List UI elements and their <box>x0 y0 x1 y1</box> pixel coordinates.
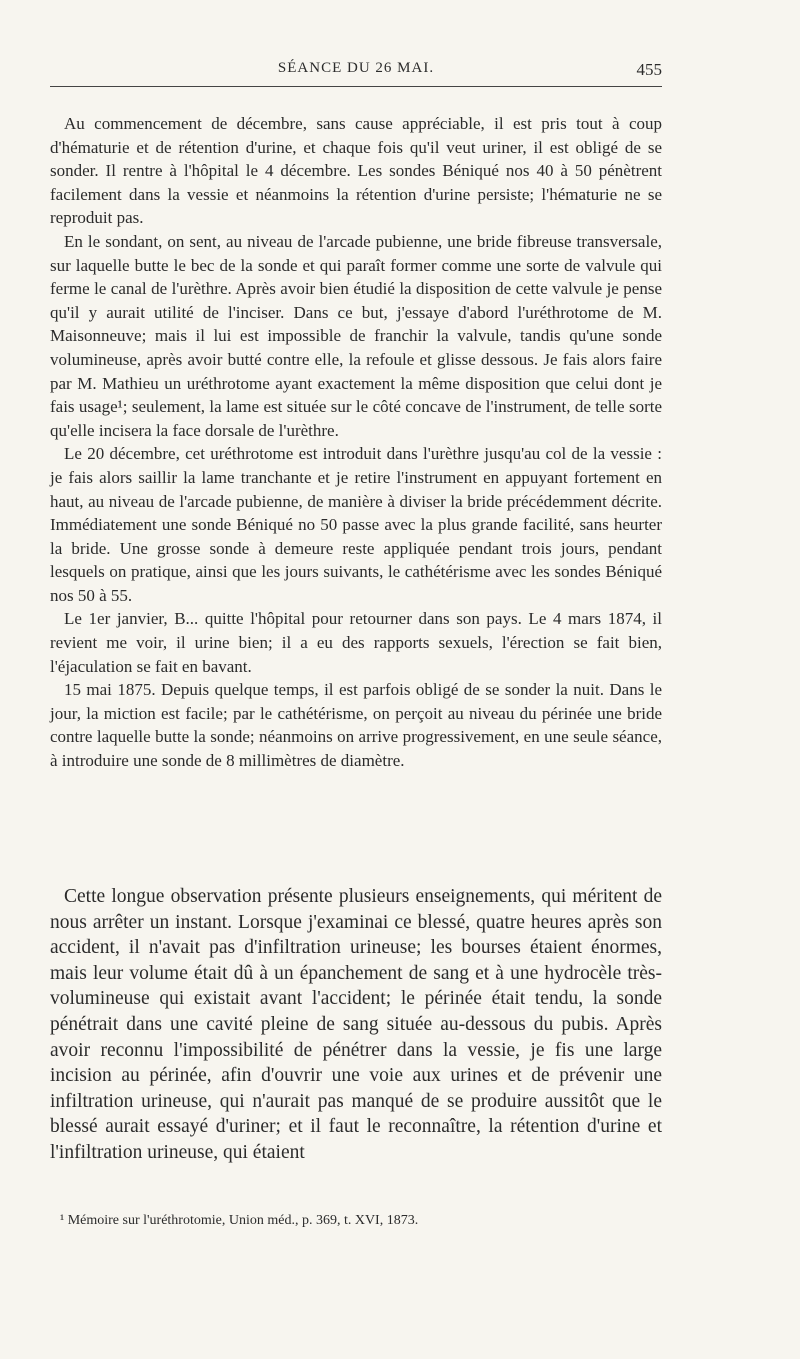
discussion-text <box>50 884 662 1166</box>
page-number: 455 <box>636 60 662 79</box>
page-header <box>50 60 662 87</box>
footnote-text: ¹ Mémoire sur l'uréthrotomie, Union méd., p. 369, t. XVI, 1873. <box>60 1213 419 1228</box>
paragraph: Le 20 décembre, cet uréthrotome est introduit dans l'urèthre jusqu'au col de la vessie : je fais alors saillir la lame tranchante et je retire l'instrument en appuyant fortement en haut, au niveau de l'arcade pubienne, de manière à diviser la bride précédemment décrite. Immédiatement une sonde Béniqué no 50 passe avec la plus grande facilité, sans heurter la bride. Une grosse sonde à demeure reste appliquée pendant trois jours, pendant lesquels on pratique, ainsi que les jours suivants, le cathétérisme avec les sondes Béniqué nos 50 à 55. <box>50 444 662 605</box>
paragraph: Au commencement de décembre, sans cause appréciable, il est pris tout à coup d'hématurie et de rétention d'urine, et chaque fois qu'il veut uriner, il est obligé de se sonder. Il rentre à l'hôpital le 4 décembre. Les sondes Béniqué nos 40 à 50 pénètrent facilement dans la vessie et néanmoins la rétention d'urine persiste; l'hématurie ne se reproduit pas. <box>50 114 662 228</box>
paragraph: 15 mai 1875. Depuis quelque temps, il est parfois obligé de se sonder la nuit. Dans le jour, la miction est facile; par le cathétérisme, on perçoit au niveau du périnée une bride contre laquelle butte la sonde; néanmoins on arrive progressivement, en une seule séance, à introduire une sonde de 8 millimètres de diamètre. <box>50 680 662 771</box>
case-report-text <box>50 112 662 773</box>
paragraph: Le 1er janvier, B... quitte l'hôpital pour retourner dans son pays. Le 4 mars 1874, il revient me voir, il urine bien; il a eu des rapports sexuels, l'érection se fait bien, l'éjaculation se fait en bavant. <box>50 609 662 676</box>
running-head: SÉANCE DU 26 MAI. <box>277 60 435 76</box>
paragraph: Cette longue observation présente plusieurs enseignements, qui méritent de nous arrêter un instant. Lorsque j'examinai ce blessé, quatre heures après son accident, il n'avait pas d'infiltration urineuse; les bourses étaient énormes, mais leur volume était dû à un épanchement de sang et à une hydrocèle très-volumineuse qui existait avant l'accident; le périnée était tendu, la sonde pénétrait dans une cavité pleine de sang située au-dessous du pubis. Après avoir reconnu l'impossibilité de pénétrer dans la vessie, je fis une large incision au périnée, afin d'ouvrir une voie aux urines et de prévenir une infiltration urineuse, qui n'aurait pas manqué de se produire aussitôt que le blessé aurait essayé d'uriner; et il faut le reconnaître, la rétention d'urine et l'infiltration urineuse, qui étaient <box>50 886 662 1163</box>
footnote <box>50 1212 662 1230</box>
paragraph: En le sondant, on sent, au niveau de l'arcade pubienne, une bride fibreuse transversale, sur laquelle butte le bec de la sonde et qui paraît former comme une sorte de valvule qui ferme le canal de l'urèthre. Après avoir bien étudié la disposition de cette valvule je pense qu'il y aurait utilité de l'inciser. Dans ce but, j'essaye d'abord l'uréthrotome de M. Maisonneuve; mais il lui est impossible de franchir la valvule, tandis qu'une sonde volumineuse, après avoir butté contre elle, la refoule et glisse dessous. Je fais alors faire par M. Mathieu un uréthrotome ayant exactement la même disposition que celui dont je fais usage¹; seulement, la lame est située sur le côté concave de l'instrument, de telle sorte qu'elle incisera la face dorsale de l'urèthre. <box>50 231 662 440</box>
